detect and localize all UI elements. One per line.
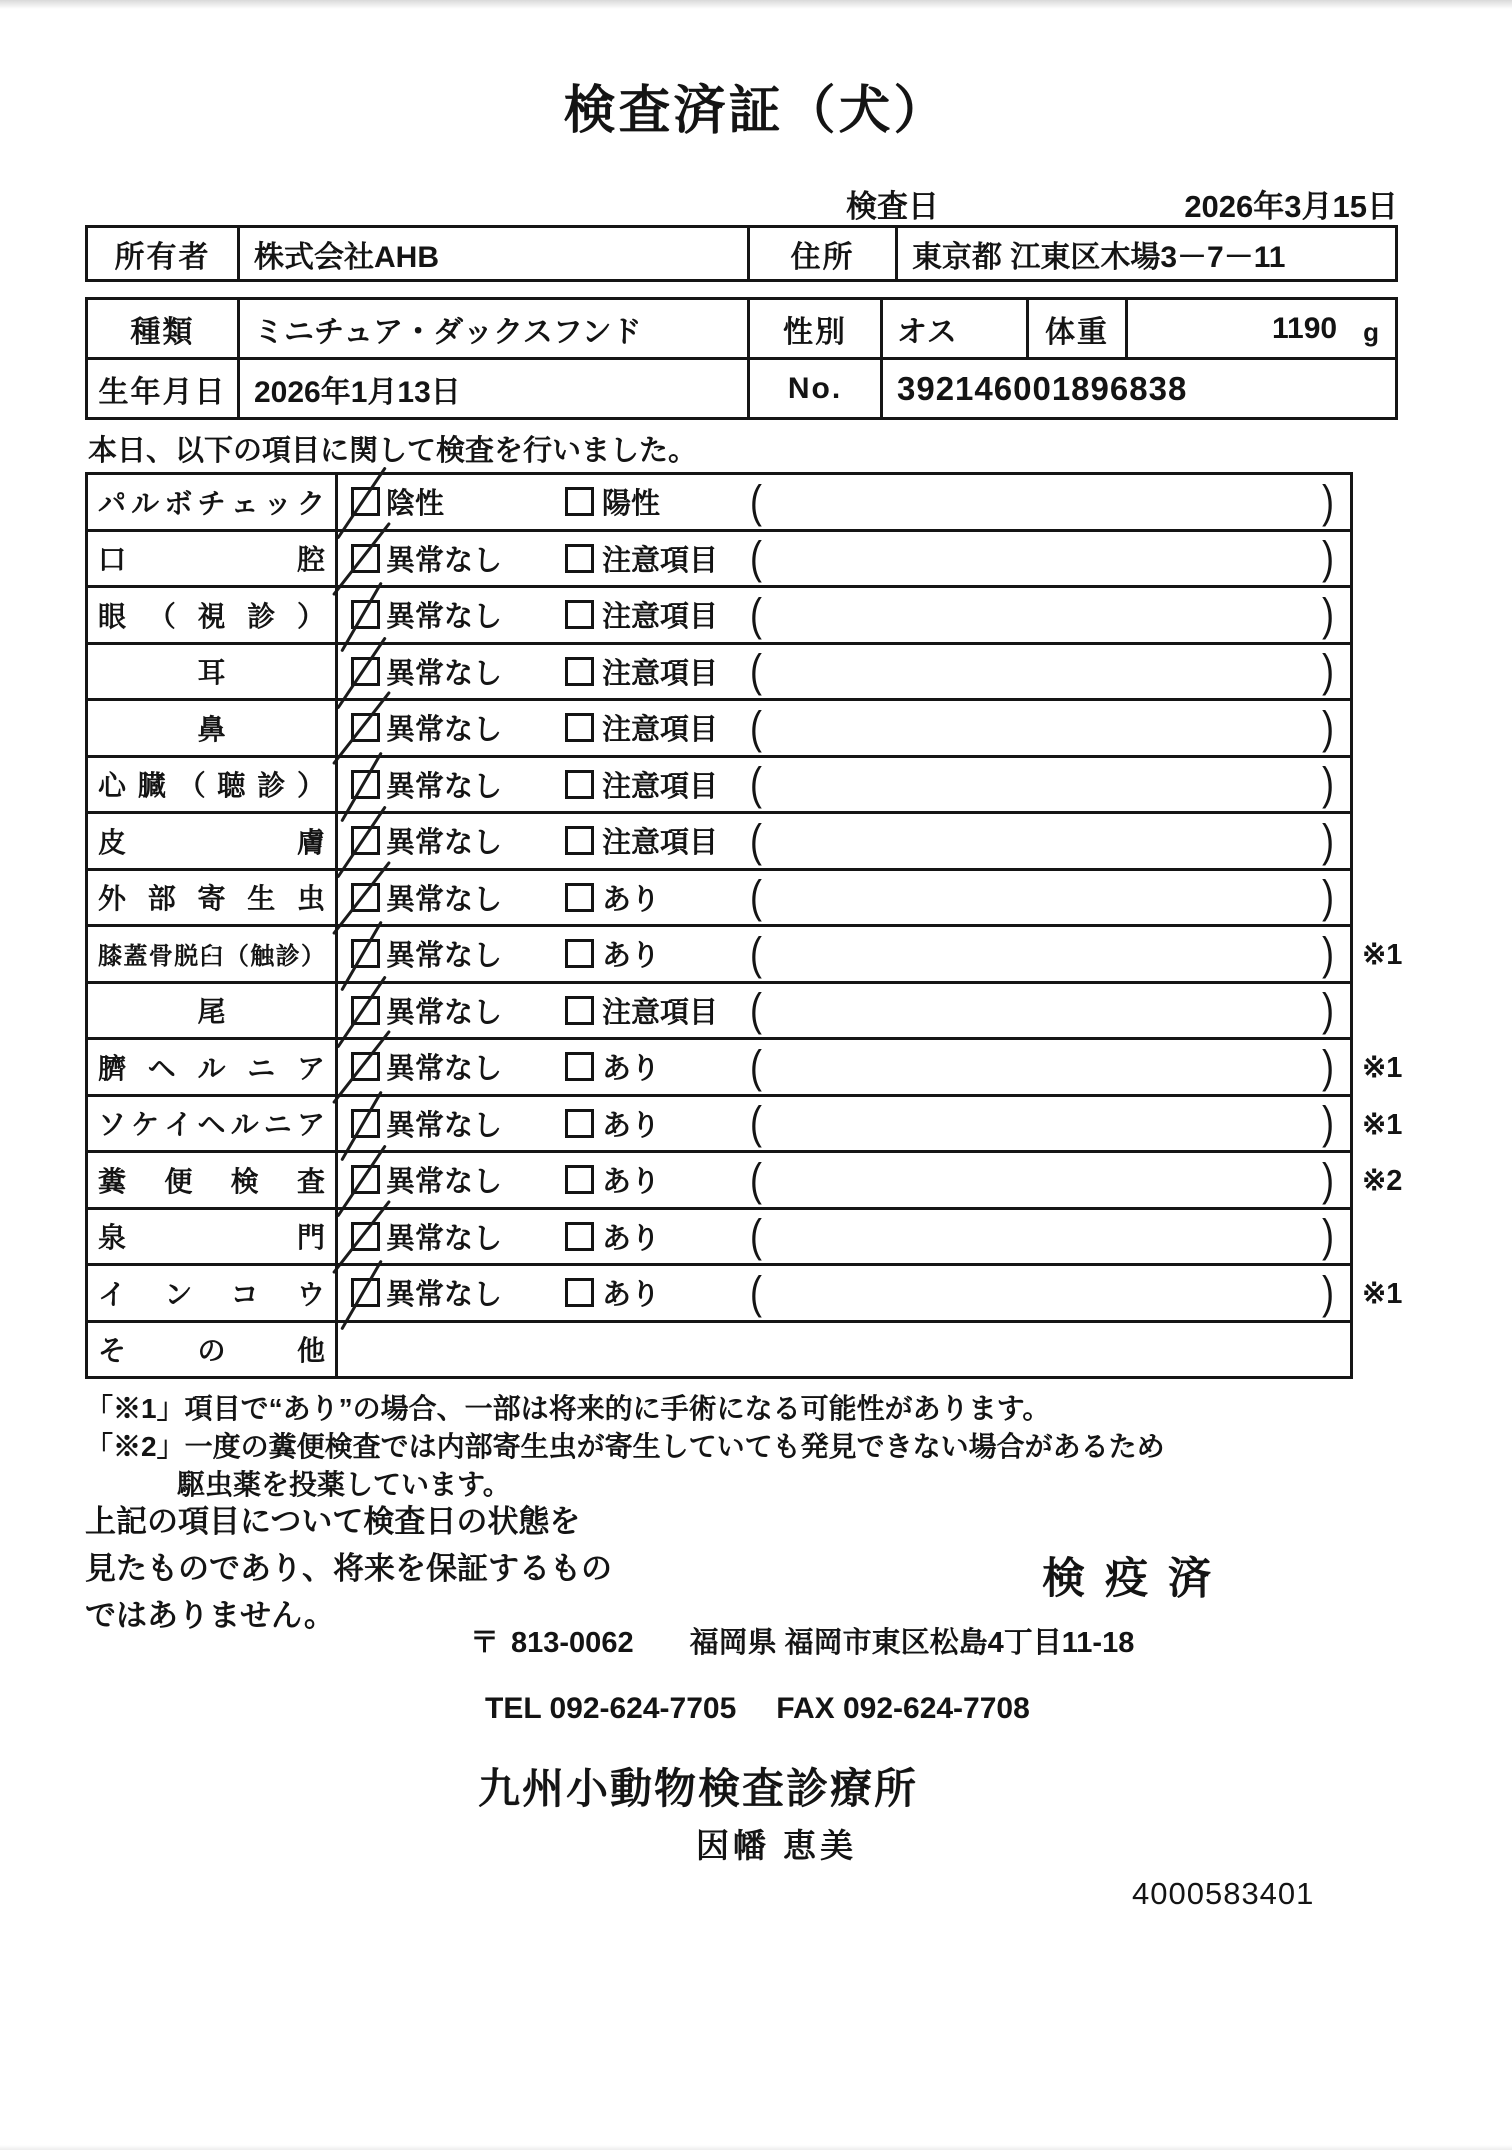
option2-checkbox-unchecked <box>565 1278 594 1307</box>
option2-label: あり <box>602 883 661 916</box>
option1-checkbox-checked <box>351 1165 380 1194</box>
clinic-tel-fax <box>485 1692 1030 1726</box>
option1-checkbox-checked <box>351 826 380 855</box>
inspection-row <box>88 1263 1403 1320</box>
result-paren-close: ) <box>1322 1266 1334 1318</box>
inspection-row <box>88 1207 1350 1264</box>
option2-label: 注意項目 <box>602 996 719 1029</box>
option1-label: 異常なし <box>386 1222 503 1255</box>
clinic-address: 福岡県 福岡市東区松島4丁目11-18 <box>689 1627 1135 1659</box>
checkbox-icon <box>565 713 594 742</box>
option1-checkbox-checked <box>351 657 380 686</box>
option1-checkbox-checked <box>351 1109 380 1138</box>
result-paren-open: ( <box>750 1266 762 1318</box>
option2-label: 注意項目 <box>602 601 719 634</box>
intro-text: 本日、以下の項目に関して検査を行いました。 <box>88 435 698 467</box>
result-paren-open: ( <box>750 984 762 1036</box>
item-result-area <box>338 475 1350 529</box>
item-label: イ ン コ ウ <box>88 1266 338 1320</box>
option1-label: 異常なし <box>386 1279 503 1312</box>
item-result-area <box>338 532 1350 586</box>
option1-label: 異常なし <box>386 1109 503 1142</box>
result-paren-close: ) <box>1322 984 1334 1036</box>
item-label: そ の 他 <box>88 1323 338 1377</box>
table-row <box>88 300 1395 357</box>
owner-label: 所有者 <box>88 228 240 279</box>
checkbox-icon <box>565 939 594 968</box>
item-label: 膝 蓋 骨 脱 臼 （ 触 診 ） <box>88 927 338 981</box>
option1-label: 異常なし <box>386 996 503 1029</box>
item-label: 外 部 寄 生 虫 <box>88 871 338 925</box>
inspection-row <box>88 1150 1403 1207</box>
checkbox-icon <box>565 1278 594 1307</box>
option2-label: あり <box>602 940 661 973</box>
inspection-date-value: 2026年3月15日 <box>1184 189 1398 224</box>
no-value: 392146001896838 <box>897 369 1188 407</box>
option2-label: あり <box>602 1279 661 1312</box>
option1-checkbox-checked <box>351 713 380 742</box>
result-paren-open: ( <box>750 814 762 866</box>
sex-label: 性別 <box>750 300 883 357</box>
inspection-row <box>88 924 1403 981</box>
inspection-row <box>88 475 1350 529</box>
item-label: 臍 ヘ ル ニ ア <box>88 1040 338 1094</box>
item-result-area <box>338 814 1350 868</box>
postal-mark-icon: 〒 <box>470 1627 500 1659</box>
option1-label: 異常なし <box>386 827 503 860</box>
row-note-mark: ※1 <box>1362 1052 1403 1084</box>
clinic-name: 九州小動物検査診療所 <box>478 1765 919 1812</box>
result-paren-close: ) <box>1322 588 1334 640</box>
option1-checkbox-checked <box>351 883 380 912</box>
row-note-mark: ※1 <box>1362 939 1403 971</box>
weight-unit: g <box>1363 317 1379 347</box>
footnote-2: 「※2」一度の糞便検査では内部寄生虫が寄生していても発見できない場合があるため <box>85 1431 1165 1462</box>
result-paren-close: ) <box>1322 701 1334 753</box>
inspection-date-label: 検査日 <box>846 189 939 224</box>
inspection-results-table <box>85 472 1403 1379</box>
result-paren-close: ) <box>1322 1153 1334 1205</box>
serial-number: 4000583401 <box>1132 1876 1315 1911</box>
option1-checkbox-checked <box>351 487 380 516</box>
item-label: 尾 <box>88 984 338 1038</box>
item-label: 皮 膚 <box>88 814 338 868</box>
address-label: 住所 <box>750 228 898 279</box>
option2-checkbox-unchecked <box>565 600 594 629</box>
result-paren-close: ) <box>1322 532 1334 584</box>
option1-checkbox-checked <box>351 770 380 799</box>
checkbox-icon <box>565 1222 594 1251</box>
inspection-row <box>88 868 1350 925</box>
result-paren-open: ( <box>750 1153 762 1205</box>
result-paren-open: ( <box>750 871 762 923</box>
item-result-area <box>338 1210 1350 1264</box>
checkbox-icon <box>565 1109 594 1138</box>
option2-checkbox-unchecked <box>565 1222 594 1251</box>
option1-label: 異常なし <box>386 1053 503 1086</box>
breed-label: 種類 <box>88 300 240 357</box>
row-note-mark: ※2 <box>1362 1165 1403 1197</box>
option2-label: 注意項目 <box>602 827 719 860</box>
checkbox-icon <box>565 544 594 573</box>
option2-label: 注意項目 <box>602 544 719 577</box>
result-paren-open: ( <box>750 588 762 640</box>
checkbox-icon <box>565 487 594 516</box>
item-label: 心 臓 （ 聴 診 ） <box>88 758 338 812</box>
inspection-row <box>88 1320 1350 1377</box>
table-row <box>88 228 1395 279</box>
result-paren-close: ) <box>1322 1097 1334 1149</box>
option2-label: 注意項目 <box>602 770 719 803</box>
result-paren-close: ) <box>1322 814 1334 866</box>
option1-checkbox-checked <box>351 1278 380 1307</box>
item-result-area <box>338 645 1350 699</box>
checkbox-icon <box>565 1165 594 1194</box>
option1-checkbox-checked <box>351 939 380 968</box>
inspection-row <box>88 981 1350 1038</box>
clinic-tel: TEL 092-624-7705 <box>485 1692 737 1725</box>
checkbox-icon <box>565 883 594 912</box>
option1-label: 異常なし <box>386 940 503 973</box>
option1-label: 異常なし <box>386 601 503 634</box>
result-paren-close: ) <box>1322 475 1334 527</box>
result-paren-open: ( <box>750 475 762 527</box>
birthdate-label: 生年月日 <box>88 360 240 417</box>
checkbox-icon <box>565 996 594 1025</box>
option2-checkbox-unchecked <box>565 1165 594 1194</box>
footnote-2-continued: 駆虫薬を投薬しています。 <box>177 1469 511 1500</box>
item-result-area <box>338 1153 1350 1207</box>
page-title: 検査済証（犬） <box>563 82 949 140</box>
result-paren-close: ) <box>1322 1040 1334 1092</box>
disclaimer-line-1: 上記の項目について検査日の状態を <box>85 1504 581 1539</box>
item-label: 糞 便 検 査 <box>88 1153 338 1207</box>
option1-label: 異常なし <box>386 544 503 577</box>
item-result-area <box>338 758 1350 812</box>
option2-label: 陽性 <box>602 488 661 521</box>
option2-checkbox-unchecked <box>565 713 594 742</box>
checkbox-icon <box>565 826 594 855</box>
checkbox-icon <box>565 657 594 686</box>
result-paren-open: ( <box>750 532 762 584</box>
item-label: パ ル ボ チ ェ ッ ク <box>88 475 338 529</box>
row-note-mark: ※1 <box>1362 1278 1403 1310</box>
option2-checkbox-unchecked <box>565 1109 594 1138</box>
option2-checkbox-unchecked <box>565 487 594 516</box>
result-paren-open: ( <box>750 1040 762 1092</box>
option2-label: 注意項目 <box>602 657 719 690</box>
birthdate-value: 2026年1月13日 <box>240 360 750 417</box>
result-paren-close: ) <box>1322 645 1334 697</box>
clinic-postal-address <box>470 1620 1134 1661</box>
checkbox-icon <box>565 770 594 799</box>
clinic-fax: FAX 092-624-7708 <box>776 1692 1030 1725</box>
inspection-row <box>88 585 1350 642</box>
item-result-area <box>338 984 1350 1038</box>
row-note-mark: ※1 <box>1362 1108 1403 1141</box>
inspection-row <box>88 1037 1403 1094</box>
inspection-row <box>88 698 1350 755</box>
item-label: ソ ケ イ ヘ ル ニ ア <box>88 1097 338 1151</box>
option2-label: あり <box>602 1166 661 1199</box>
result-paren-open: ( <box>750 645 762 697</box>
option2-checkbox-unchecked <box>565 996 594 1025</box>
footnote-1: 「※1」項目で“あり”の場合、一部は将来的に手術になる可能性があります。 <box>85 1393 1051 1424</box>
option2-checkbox-unchecked <box>565 883 594 912</box>
option2-checkbox-unchecked <box>565 1052 594 1081</box>
weight-number: 1190 <box>1272 311 1338 345</box>
option1-checkbox-checked <box>351 1222 380 1251</box>
item-label: 耳 <box>88 645 338 699</box>
option1-checkbox-checked <box>351 544 380 573</box>
item-result-area <box>338 927 1350 981</box>
option1-checkbox-checked <box>351 1052 380 1081</box>
result-paren-open: ( <box>750 1097 762 1149</box>
footnotes <box>85 1390 1165 1504</box>
inspection-row <box>88 755 1350 812</box>
option1-checkbox-checked <box>351 600 380 629</box>
result-paren-open: ( <box>750 701 762 753</box>
item-result-area <box>338 588 1350 642</box>
postal-code: 813-0062 <box>511 1627 634 1659</box>
inspection-row <box>88 529 1350 586</box>
disclaimer-line-2: 見たものであり、将来を保証するもの <box>85 1551 612 1586</box>
item-label: 口 腔 <box>88 532 338 586</box>
result-paren-open: ( <box>750 758 762 810</box>
quarantine-stamp-text: 検疫済 <box>1042 1555 1231 1603</box>
option2-label: 注意項目 <box>602 714 719 747</box>
item-result-area <box>338 1266 1350 1320</box>
sex-value: オス <box>883 300 1029 357</box>
option1-label: 異常なし <box>386 657 503 690</box>
checkbox-icon <box>565 1052 594 1081</box>
disclaimer-line-3: ではありません。 <box>85 1598 335 1633</box>
inspection-row <box>88 1094 1403 1151</box>
result-paren-close: ) <box>1322 1210 1334 1262</box>
option1-checkbox-checked <box>351 996 380 1025</box>
result-paren-open: ( <box>750 1210 762 1262</box>
item-result-area <box>338 1097 1350 1151</box>
checkbox-icon <box>565 600 594 629</box>
option1-label: 異常なし <box>386 714 503 747</box>
result-paren-close: ) <box>1322 758 1334 810</box>
item-label: 泉 門 <box>88 1210 338 1264</box>
result-paren-close: ) <box>1322 927 1334 979</box>
examiner-name: 因幡 恵美 <box>696 1827 858 1864</box>
weight-label: 体重 <box>1029 300 1128 357</box>
item-result-area <box>338 701 1350 755</box>
inspection-date-row <box>846 181 1398 226</box>
owner-info-table <box>85 225 1398 282</box>
item-result-area <box>338 1323 1350 1377</box>
address-value: 東京都 江東区木場3－7－11 <box>912 240 1286 274</box>
table-row <box>88 357 1395 417</box>
option2-label: あり <box>602 1053 661 1086</box>
option1-label: 異常なし <box>386 1166 503 1199</box>
breed-value: ミニチュア・ダックスフンド <box>240 300 750 357</box>
weight-value <box>1128 300 1395 357</box>
owner-value: 株式会社AHB <box>240 228 750 279</box>
option2-checkbox-unchecked <box>565 826 594 855</box>
option2-label: あり <box>602 1222 661 1255</box>
item-result-area <box>338 871 1350 925</box>
scan-edge-artifact-top <box>0 0 1512 9</box>
option1-label: 陰性 <box>386 488 445 521</box>
item-label: 眼 （ 視 診 ） <box>88 588 338 642</box>
option2-checkbox-unchecked <box>565 770 594 799</box>
option1-label: 異常なし <box>386 770 503 803</box>
inspection-row <box>88 642 1350 699</box>
result-paren-close: ) <box>1322 871 1334 923</box>
option2-checkbox-unchecked <box>565 939 594 968</box>
option2-label: あり <box>602 1109 661 1142</box>
option2-checkbox-unchecked <box>565 544 594 573</box>
inspection-row <box>88 811 1350 868</box>
no-label: No. <box>750 360 883 417</box>
result-paren-open: ( <box>750 927 762 979</box>
disclaimer-text <box>85 1498 612 1639</box>
scan-edge-artifact-bottom <box>0 2145 1512 2150</box>
item-result-area <box>338 1040 1350 1094</box>
option2-checkbox-unchecked <box>565 657 594 686</box>
animal-info-table <box>85 297 1398 420</box>
item-label: 鼻 <box>88 701 338 755</box>
option1-label: 異常なし <box>386 883 503 916</box>
